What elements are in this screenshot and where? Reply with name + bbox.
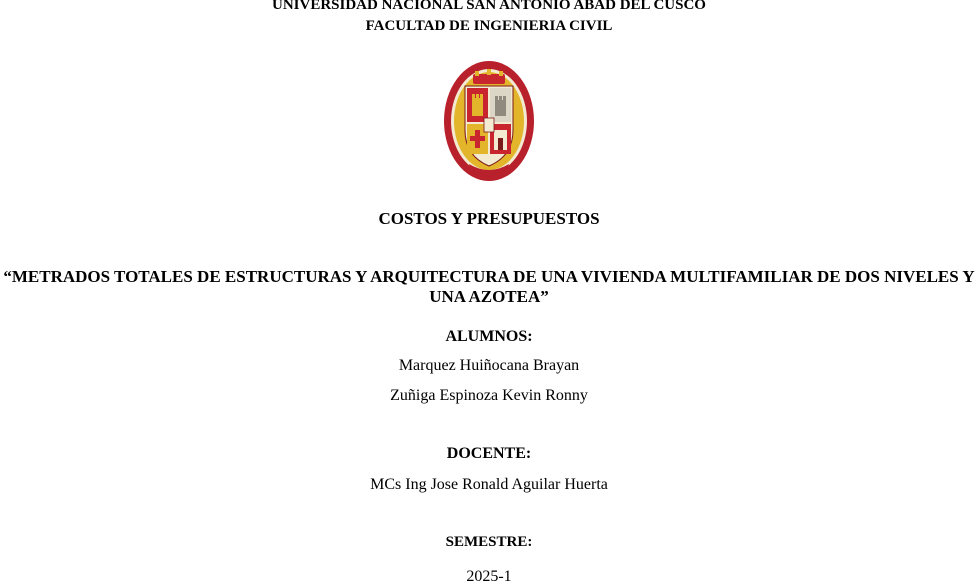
project-title-line-2: UNA AZOTEA” bbox=[429, 287, 549, 306]
university-seal-icon bbox=[443, 60, 535, 182]
students-heading: ALUMNOS: bbox=[445, 328, 533, 345]
teacher-name: MCs Ing Jose Ronald Aguilar Huerta bbox=[370, 476, 608, 493]
course-name: COSTOS Y PRESUPUESTOS bbox=[378, 209, 600, 228]
semester-heading: SEMESTRE: bbox=[445, 534, 533, 550]
faculty-name: FACULTAD DE INGENIERIA CIVIL bbox=[365, 18, 613, 34]
project-title-line-1: “METRADOS TOTALES DE ESTRUCTURAS Y ARQUITECTURA DE UNA VIVIENDA MULTIFAMILIAR DE DOS NIVELES Y bbox=[3, 267, 975, 286]
university-name: UNIVERSIDAD NACIONAL SAN ANTONIO ABAD DEL CUSCO bbox=[272, 0, 706, 13]
teacher-heading: DOCENTE: bbox=[446, 445, 532, 462]
student-name: Zuñiga Espinoza Kevin Ronny bbox=[390, 387, 588, 404]
student-name: Marquez Huiñocana Brayan bbox=[398, 357, 580, 374]
semester-value: 2025-1 bbox=[466, 568, 512, 585]
